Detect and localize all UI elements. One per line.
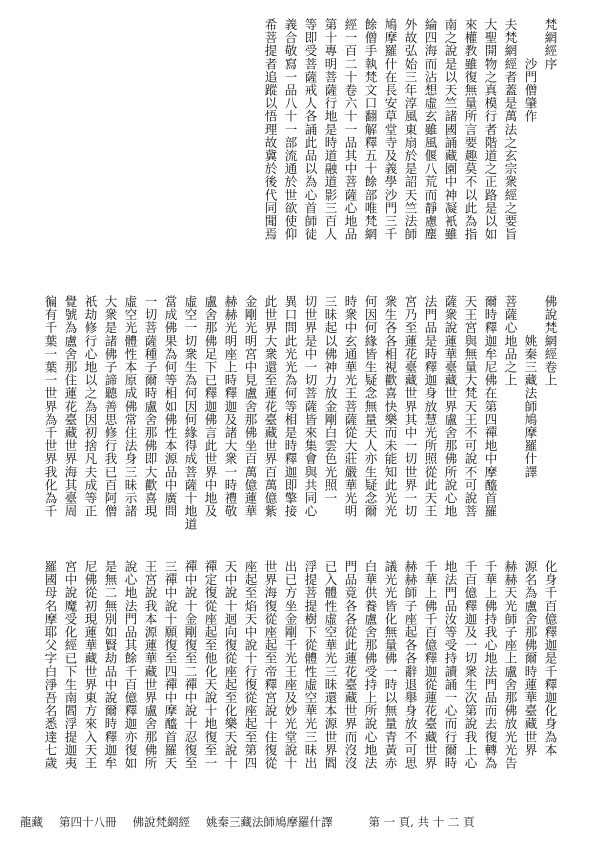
text-column: 法門品是時釋迦身放慧光所照從此天王 — [423, 295, 438, 518]
text-column: 宮中說魔受化經已下生南閻浮提迦夷 — [63, 560, 78, 770]
text-column: 白華供養盧舍那佛受持上所說心地法 — [363, 560, 378, 770]
text-column: 希菩提者追蹤以悟理故冀於後代同聞焉 — [263, 18, 278, 241]
text-column: 綸四海而沾想虛玄雖風偃八荒而靜慮塵 — [423, 18, 438, 241]
text-column: 赫赫師子座起各各辭退舉身放不可思 — [403, 560, 418, 770]
text-column: 來權教雖復無量所言要趣莫不以此為指 — [463, 18, 478, 241]
text-column: 盧舍那佛足下已釋迦佛言此世界中地及 — [203, 295, 218, 518]
text-column: 當成佛果為何等相如佛性本源品中廣問 — [163, 295, 178, 518]
sutra-name: 佛說梵網經 — [132, 815, 190, 829]
text-column: 爾時釋迦牟尼佛在第四禪地中摩醯首羅 — [483, 295, 498, 518]
text-column: 外故弘始三年淳風東扇於是詔天竺法師 — [403, 18, 418, 241]
text-column: 異口問此光光為何等相是時釋迦即擎接 — [283, 295, 298, 518]
volume-number: 第四十八冊 — [59, 815, 117, 829]
text-column: 鳩摩羅什在長安草堂寺及義學沙門三千 — [383, 18, 398, 241]
text-band-scroll-opening — [40, 295, 560, 550]
collection-name: 龍藏 — [20, 815, 43, 829]
text-column: 出已方坐金剛千光王座及妙光堂說十 — [283, 560, 298, 770]
page-footer — [20, 812, 580, 832]
text-column: 禪中說十金剛復至二禪中說十忍復至 — [183, 560, 198, 770]
text-column: 時衆中玄通華光王菩薩從大莊嚴華光明 — [343, 295, 358, 518]
text-column: 尼佛從初現蓮華藏世界東方來入天王 — [83, 560, 98, 770]
text-column: 三昧起以佛神力放金剛白雲色光照一 — [323, 295, 338, 505]
text-column: 一切菩薩種子爾時盧舍那佛即大歡喜現 — [143, 295, 158, 518]
text-column: 宮乃至蓮花臺藏世界其中一切世界一切 — [403, 295, 418, 518]
text-column: 大聖開物之真模行者階道之正路是以如 — [483, 18, 498, 241]
text-column: 薩衆說蓮華臺藏世界盧舍那佛所說心地 — [443, 295, 458, 518]
text-column: 天王宮與無量大梵天王不可說不可說菩 — [463, 295, 478, 518]
text-column: 此世界大衆還至蓮花臺藏世界百萬億紫 — [263, 295, 278, 518]
preface-author: 沙門僧肇作 — [523, 18, 538, 123]
text-column: 已入體性虛空華光三昧還本源世界閻 — [323, 560, 338, 770]
text-column: 議光光皆化無量佛一時以無量青黃赤 — [383, 560, 398, 770]
text-column: 源名為盧舍那佛爾時蓮華臺藏世界 — [523, 560, 538, 757]
preface-title: 梵網經序 — [543, 18, 558, 71]
text-column: 南之說是以天竺諸國誦藏園中神凝衹雖 — [443, 18, 458, 241]
text-column: 是無二無別如賢劫品中說爾時釋迦牟 — [103, 560, 118, 770]
text-column: 切世界是中一切菩薩皆來集會與共同心 — [303, 295, 318, 518]
chapter-title: 菩薩心地品之上 — [503, 295, 518, 387]
scroll-title: 佛說梵網經卷上 — [543, 295, 558, 387]
text-column: 王宮說我本源蓮華藏世界盧舍那佛所 — [143, 560, 158, 770]
text-column: 赫赫光明座上時釋迦及諸大衆一時禮敬 — [223, 295, 238, 518]
text-column: 赫赫天光師子座上盧舍那佛放光光告 — [503, 560, 518, 770]
text-column: 大衆是諸佛子諦聽善思修行我已百阿僧 — [103, 295, 118, 518]
text-column: 說心地法門品其餘千百億釋迦亦復如 — [123, 560, 138, 770]
text-band-continuation — [40, 560, 560, 800]
text-column: 經一百二十卷六十一品其中菩薩心地品 — [343, 18, 358, 241]
translator-line: 姚秦三藏法師鳩摩羅什譯 — [523, 295, 538, 479]
text-column: 禪定復從座起至他化天說十地復至一 — [203, 560, 218, 770]
text-band-preface — [40, 18, 560, 283]
text-column: 座起至焰天中說十行復從座起至第四 — [243, 560, 258, 770]
text-column: 義合敬寫一品八十一部流通於世欲使仰 — [283, 18, 298, 241]
text-column: 天中說十迴向復從座起至化樂天說十 — [223, 560, 238, 770]
text-column: 第十專明菩薩行地是時道融道影三百人 — [323, 18, 338, 241]
text-column: 千百億釋迦及一切衆生次第說我上心 — [463, 560, 478, 770]
text-column: 化身千百億釋迦是千釋迦化身為本 — [543, 560, 558, 757]
text-column: 祇劫修行心地以之為因初捨凡夫成等正 — [83, 295, 98, 518]
text-column: 羅國母名摩耶父字白淨吾名悉達七歲 — [43, 560, 58, 770]
text-column: 地法門品汝等受持讀誦一心而行爾時 — [443, 560, 458, 770]
text-column: 千華上佛持我心地法門品而去復轉為 — [483, 560, 498, 770]
text-column: 餘僧手執梵文口翻解釋五十餘部唯梵網 — [363, 18, 378, 241]
text-column: 虛空一切衆生為何因何緣得成菩薩十地道 — [183, 295, 198, 531]
text-column: 世界海復從座起至帝釋宮說十住復從 — [263, 560, 278, 770]
translator-credit: 姚秦三藏法師鳩摩羅什譯 — [206, 815, 333, 829]
text-column: 金剛光明宮中見盧舍那佛坐百萬億蓮華 — [243, 295, 258, 518]
text-column: 等即受菩薩戒人各誦此品以為心首師徒 — [303, 18, 318, 241]
text-column: 徧有千葉一葉一世界為千世界我化為千 — [43, 295, 58, 518]
text-column: 覺號為盧舍那住蓮花臺藏世界海其臺周 — [63, 295, 78, 518]
text-column: 門品竟各各從此蓮花臺藏世界而沒沒 — [343, 560, 358, 770]
text-column: 何因何緣皆生疑念無量天人亦生疑念爾 — [363, 295, 378, 518]
text-column: 千華上佛千百億釋迦從蓮花臺藏世界 — [423, 560, 438, 770]
text-column: 浮提菩提樹下從體性虛空華光三昧出 — [303, 560, 318, 770]
text-column: 三禪中說十願復至四禪中摩醯首羅天 — [163, 560, 178, 770]
text-column: 衆生各各相視歡喜快樂而未能知此光光 — [383, 295, 398, 518]
text-column: 虛空光體性本原成佛常住法身三昧示諸 — [123, 295, 138, 518]
text-column: 夫梵網經者蓋是萬法之玄宗衆經之要旨 — [503, 18, 518, 241]
page-indicator: 第 一 頁, 共 十 二 頁 — [368, 815, 475, 829]
